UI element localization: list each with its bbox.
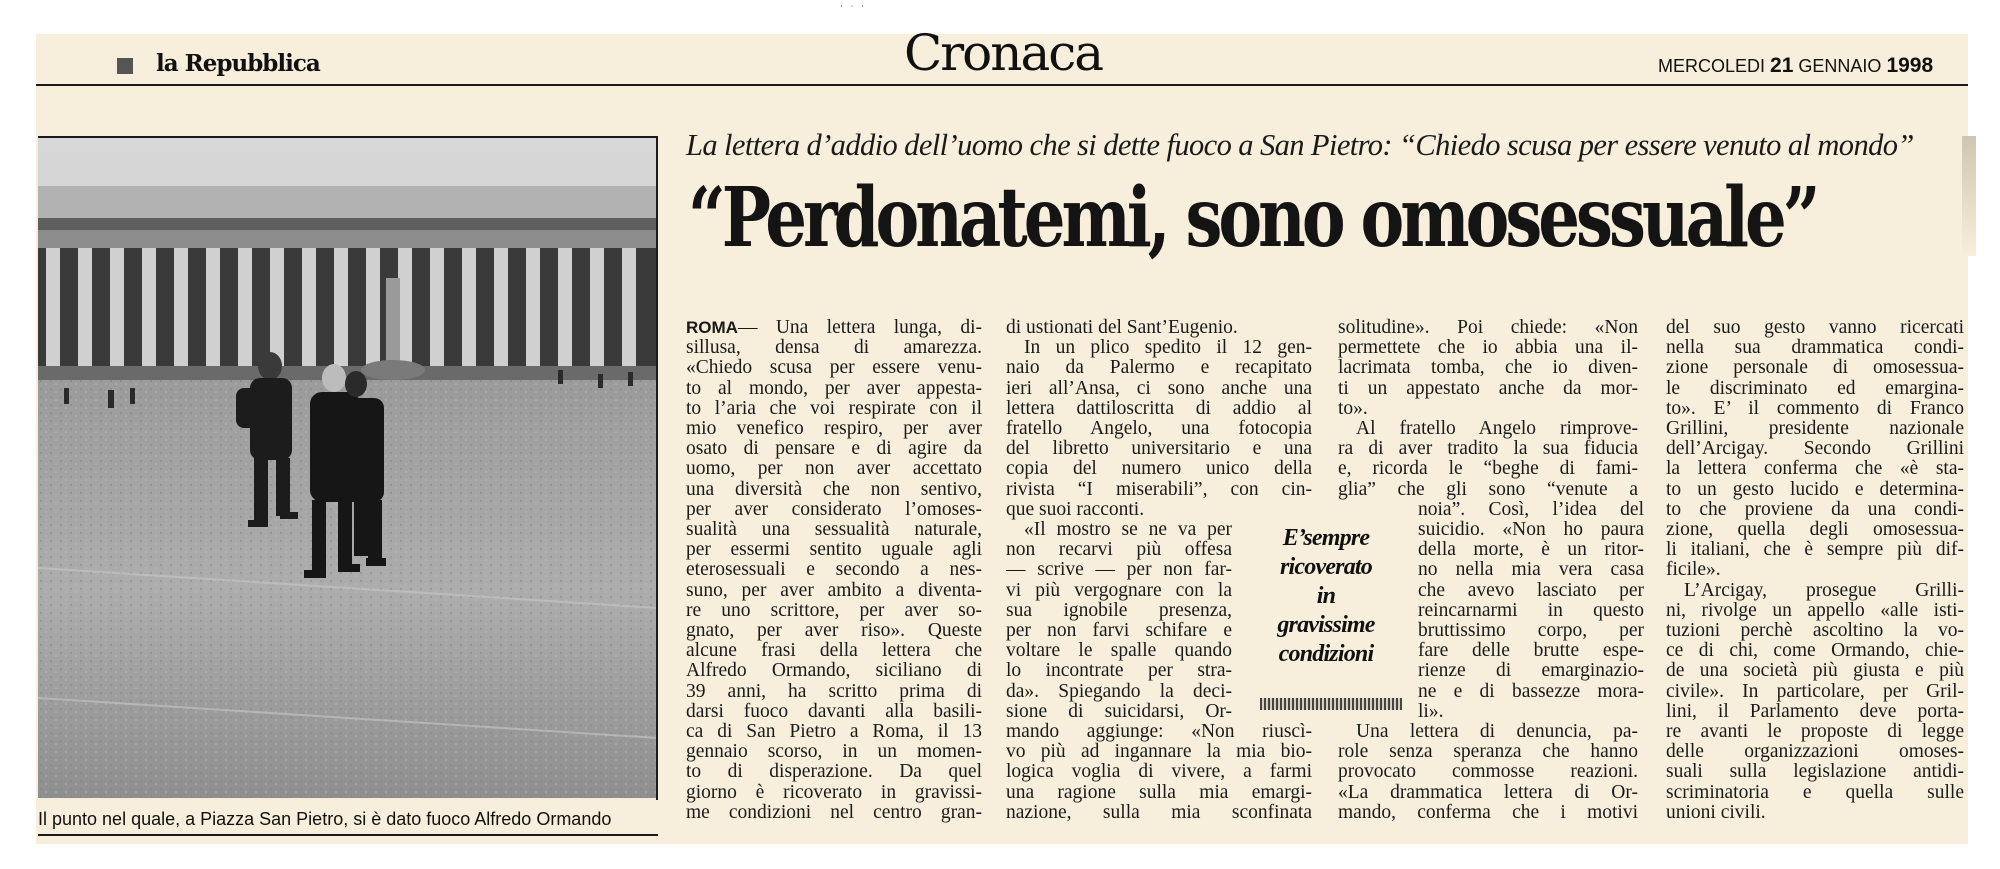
article-text-line <box>1006 682 1232 702</box>
article-text-line <box>1666 439 1964 459</box>
article-text-line <box>1666 540 1964 560</box>
article-text-segment: que suoi racconti. <box>1006 498 1145 520</box>
article-text-line <box>1666 379 1964 399</box>
article-text-line <box>1666 762 1964 782</box>
article-text-segment: da». Spiegando la deci- <box>1006 680 1232 702</box>
article-text-line <box>1006 439 1312 459</box>
article-text-segment: mando aggiunge: «Non riuscì- <box>1006 721 1312 743</box>
article-text-segment: Una lettera di denuncia, pa- <box>1356 721 1638 743</box>
issue-date <box>1658 54 1933 78</box>
article-text-line <box>1418 641 1644 661</box>
article-text-line <box>1006 641 1232 661</box>
date-month: GENNAIO <box>1798 56 1882 76</box>
article-text-line <box>1338 742 1638 762</box>
article-text-segment: logica voglia di vivere, a farmi <box>1006 761 1312 783</box>
article-text-segment: civile». In particolare, per Gril- <box>1666 680 1964 702</box>
newspaper-name: la Repubblica <box>156 50 320 77</box>
article-text-segment: Al fratello Angelo rimprove- <box>1356 418 1638 440</box>
article-text-segment: gennaio scorso, in un momen- <box>686 741 982 763</box>
article-text-line <box>1006 661 1232 681</box>
article-text-segment: giorno è ricoverato in gravissi- <box>686 781 982 803</box>
article-headline: “Perdonatemi, sono omosessuale” <box>688 170 1817 266</box>
article-text-line <box>1006 520 1232 540</box>
article-text-line <box>1338 358 1638 378</box>
article-text-segment: ni, rivolge un appello «alle isti- <box>1666 599 1964 621</box>
article-text-segment: zione, quella degli omosessua- <box>1666 519 1964 541</box>
article-text-segment: scriminatoria e quella sulle <box>1666 781 1964 803</box>
article-text-segment: «La drammatica lettera di Or- <box>1338 781 1638 803</box>
article-text-line <box>1006 742 1312 762</box>
article-text-line <box>1006 318 1312 338</box>
article-text-segment: no nella mia vera casa <box>1418 559 1644 581</box>
article-text-segment: provocato commosse reazioni. <box>1338 761 1638 783</box>
article-text-segment: che avevo lasciato per <box>1418 579 1644 601</box>
article-text-segment: del suo gesto vanno ricercati <box>1666 317 1964 338</box>
article-text-line <box>1418 682 1644 702</box>
article-text-segment: 39 anni, ha scritto prima di <box>686 680 982 702</box>
article-text-line <box>1418 581 1644 601</box>
article-text-segment: re avanti le proposte di legge <box>1666 721 1964 743</box>
article-text-line <box>1666 318 1964 338</box>
article-text-segment: bruttissimo corpo, per <box>1418 620 1644 642</box>
article-text-line <box>1666 661 1964 681</box>
article-text-segment: eterosessuali e secondo a nes- <box>686 559 982 581</box>
photo-piazza-san-pietro <box>38 138 658 798</box>
article-text-segment: la lettera conferma che «è sta- <box>1666 458 1964 480</box>
article-text-line <box>1666 480 1964 500</box>
article-text-segment: suno, per aver ambito a diventa- <box>686 579 982 601</box>
article-text-line <box>1418 661 1644 681</box>
article-text-segment: delle organizzazioni omoses- <box>1666 741 1964 763</box>
article-column-4 <box>1666 318 1964 823</box>
article-text-line <box>686 641 982 661</box>
article-text-segment: tuzioni perchè ascoltino la vo- <box>1666 620 1964 642</box>
article-text-segment: nella sua drammatica condi- <box>1666 337 1964 359</box>
article-text-segment: di ustionati del Sant’Eugenio. <box>1006 317 1238 338</box>
article-text-segment: lettera dattiloscritta di addio al <box>1006 397 1312 419</box>
article-text-line <box>1666 560 1964 580</box>
article-text-line <box>1666 419 1964 439</box>
article-text-segment: permettete che io abbia una il- <box>1338 337 1638 359</box>
article-text-line <box>1006 621 1232 641</box>
article-text-line <box>1338 379 1638 399</box>
article-text-segment: to al mondo, per aver appesta- <box>686 377 982 399</box>
article-text-segment: to di disperazione. Da quel <box>686 761 982 783</box>
article-text-segment: lini, il Parlamento deve porta- <box>1666 700 1964 722</box>
article-text-segment: della morte, è un ritor- <box>1418 539 1644 561</box>
article-text-line <box>1666 641 1964 661</box>
article-text-segment: noia”. Così, l’idea del <box>1418 498 1644 520</box>
article-text-line <box>686 742 982 762</box>
article-text-segment: «Il mostro se ne va per <box>1024 519 1232 541</box>
article-text-segment: per non farvi schifare e <box>1006 620 1232 642</box>
article-text-segment: vi più vergognare con la <box>1006 579 1232 601</box>
article-text-line <box>1006 762 1312 782</box>
article-text-line <box>1666 459 1964 479</box>
article-text-line <box>686 722 982 742</box>
article-text-segment: ne e di bassezze mora- <box>1418 680 1644 702</box>
pull-quote-bar <box>1260 698 1402 710</box>
article-text-line <box>1006 722 1312 742</box>
photo-caption: Il punto nel quale, a Piazza San Pietro, si è dato fuoco Alfredo Ormando <box>38 809 612 829</box>
article-text-line <box>1666 520 1964 540</box>
article-text-line <box>1666 682 1964 702</box>
article-text-line <box>1666 722 1964 742</box>
article-text-line <box>1338 419 1638 439</box>
pull-quote-line: in <box>1316 583 1336 609</box>
article-text-segment: naio da Palermo e recapitato <box>1006 357 1312 379</box>
article-text-segment: role senza speranza che hanno <box>1338 741 1638 763</box>
article-text-segment: voltare le spalle quando <box>1006 640 1232 662</box>
article-dateline: ROMA <box>686 318 738 337</box>
date-year: 1998 <box>1886 54 1934 77</box>
article-text-line <box>1338 399 1638 419</box>
article-text-line <box>1338 439 1638 459</box>
article-text-segment: me condizioni nel centro gran- <box>686 801 982 823</box>
article-text-line <box>686 803 982 823</box>
article-text-line <box>1006 399 1312 419</box>
article-text-line <box>1006 540 1232 560</box>
pull-quote-line: E’sempre <box>1282 525 1370 551</box>
article-text-line <box>686 661 982 681</box>
pull-quote-line: gravissime <box>1277 612 1375 638</box>
article-text-line <box>686 783 982 803</box>
article-text-segment: solitudine». Poi chiede: «Non <box>1338 317 1638 338</box>
article-text-line <box>1666 399 1964 419</box>
article-text-segment: Alfredo Ormando, siciliano di <box>686 660 982 682</box>
article-text-line <box>1006 480 1312 500</box>
article-text-line <box>1006 803 1312 823</box>
article-text-line <box>1338 338 1638 358</box>
article-text-segment: del libretto universitario e una <box>1006 438 1312 460</box>
article-text-line <box>1418 520 1644 540</box>
article-text-segment: — scrive — per non far- <box>1006 559 1232 581</box>
article-text-line <box>686 621 982 641</box>
article-text-line <box>686 762 982 782</box>
article-text-line <box>1666 803 1964 823</box>
article-text-segment: e, ricorda le “beghe di fami- <box>1338 458 1638 480</box>
article-text-segment: reincarnarmi in questo <box>1418 599 1644 621</box>
article-text-line <box>1006 459 1312 479</box>
article-text-segment: — Una lettera lunga, di- <box>737 317 982 338</box>
article-text-segment: lacrimata tomba, che io diven- <box>1338 357 1638 379</box>
article-text-segment: zione personale di omosessua- <box>1666 357 1964 379</box>
article-text-line <box>686 560 982 580</box>
article-text-line <box>686 520 982 540</box>
article-text-segment: re uno scrittore, per aver so- <box>686 599 982 621</box>
article-text-line <box>686 358 982 378</box>
bleed-through <box>1962 136 1976 256</box>
article-text-line <box>686 601 982 621</box>
article-text-segment: sione di suicidarsi, Or- <box>1006 700 1232 722</box>
article-text-segment: fare delle brutte espe- <box>1418 640 1644 662</box>
article-text-segment: ti un appestato anche da mor- <box>1338 377 1638 399</box>
article-text-segment: In un plico spedito il 12 gen- <box>1024 337 1312 359</box>
article-kicker: La lettera d’addio dell’uomo che si dette fuoco a San Pietro: “Chiedo scusa per essere venuto al mondo” <box>686 128 1914 162</box>
article-text-line <box>1006 358 1312 378</box>
article-text-segment: suicidio. «Non ho paura <box>1418 519 1644 541</box>
article-text-line <box>1338 459 1638 479</box>
article-text-segment: to che proviene da una condi- <box>1666 498 1964 520</box>
article-text-line <box>1418 540 1644 560</box>
article-text-segment: to». <box>1338 397 1368 419</box>
article-text-segment: ra di aver tradito la sua fiducia <box>1338 438 1638 460</box>
article-text-line <box>1338 318 1638 338</box>
article-text-line <box>1666 702 1964 722</box>
article-text-segment: dell’Arcigay. Secondo Grillini <box>1666 438 1964 460</box>
article-text-line <box>1418 621 1644 641</box>
article-text-segment: ca di San Pietro a Roma, il 13 <box>686 721 982 743</box>
article-text-segment: mando, conferma che i motivi <box>1338 801 1638 823</box>
article-text-segment: una diversità che non sentivo, <box>686 478 982 500</box>
pull-quote <box>1238 524 1414 669</box>
article-text-segment: osato di pensare e di agire da <box>686 438 982 460</box>
article-text-line <box>1418 500 1644 520</box>
article-text-line <box>1006 601 1232 621</box>
pull-quote-line: ricoverato <box>1280 554 1372 580</box>
article-text-line <box>686 500 982 520</box>
article-text-segment: mio venefico respiro, per aver <box>686 418 982 440</box>
section-title: Cronaca <box>904 24 1103 82</box>
article-text-line <box>686 399 982 419</box>
article-text-segment: li». <box>1418 700 1444 722</box>
scan-mark: · · · <box>840 2 867 11</box>
article-text-line <box>686 379 982 399</box>
article-text-line <box>1418 702 1644 722</box>
article-text-segment: li italiani, che è sempre più dif- <box>1666 539 1964 561</box>
article-text-segment: gnato, per aver riso». Queste <box>686 620 982 642</box>
article-text-line <box>686 318 982 338</box>
article-text-line <box>686 338 982 358</box>
article-text-line <box>1666 358 1964 378</box>
article-column-1 <box>686 318 982 823</box>
article-text-line <box>686 419 982 439</box>
article-text-line <box>1666 581 1964 601</box>
article-text-segment: le discriminato ed emargina- <box>1666 377 1964 399</box>
article-text-segment: fratello Angelo, una fotocopia <box>1006 418 1312 440</box>
article-text-segment: ieri all’Ansa, ci sono anche una <box>1006 377 1312 399</box>
article-text-line <box>1338 783 1638 803</box>
article-text-segment: non recarvi più offesa <box>1006 539 1232 561</box>
article-text-segment: per aver considerato l’omoses- <box>686 498 982 520</box>
article-text-segment: uomo, per non aver accettato <box>686 458 982 480</box>
article-text-segment: ce di chi, come Ormando, chie- <box>1666 640 1964 662</box>
article-text-line <box>1006 560 1232 580</box>
date-day: 21 <box>1770 54 1794 77</box>
article-text-line <box>1006 702 1232 722</box>
article-text-line <box>1418 601 1644 621</box>
article-text-segment: ficile». <box>1666 559 1721 581</box>
article-text-line <box>1666 500 1964 520</box>
article-text-segment: sua ignobile presenza, <box>1006 599 1232 621</box>
article-text-segment: to un gesto lucido e determina- <box>1666 478 1964 500</box>
article-text-segment: copia del numero unico della <box>1006 458 1312 480</box>
article-text-segment: una ragione sulla mia emargi- <box>1006 781 1312 803</box>
article-text-line <box>1666 338 1964 358</box>
article-text-segment: L’Arcigay, prosegue Grilli- <box>1684 579 1964 601</box>
article-text-line <box>686 439 982 459</box>
article-text-line <box>1006 338 1312 358</box>
article-text-line <box>1338 480 1638 500</box>
article-text-segment: «Chiedo scusa per essere venu- <box>686 357 982 379</box>
article-text-line <box>1666 742 1964 762</box>
article-text-line <box>686 540 982 560</box>
article-text-segment: rivista “I miserabili”, con cin- <box>1006 478 1312 500</box>
article-text-segment: suali sulla legislazione antidi- <box>1666 761 1964 783</box>
article-text-segment: sillusa, densa di amarezza. <box>686 337 982 359</box>
masthead-square-icon <box>117 58 133 74</box>
article-text-line <box>1006 581 1232 601</box>
article-text-segment: Grillini, presidente nazionale <box>1666 418 1964 440</box>
caption-rule <box>38 834 658 836</box>
article-text-segment: to l’aria che voi respirate con il <box>686 397 982 419</box>
article-text-segment: glia” che gli sono “venute a <box>1338 478 1638 500</box>
article-text-segment: per essermi sentito uguale agli <box>686 539 982 561</box>
article-text-line <box>1666 783 1964 803</box>
article-text-line <box>686 581 982 601</box>
article-text-line <box>1338 803 1638 823</box>
article-text-line <box>686 702 982 722</box>
article-text-segment: to». E’ il commento di Franco <box>1666 397 1964 419</box>
article-text-segment: nazione, sulla mia sconfinata <box>1006 801 1312 823</box>
article-text-line <box>1338 722 1638 742</box>
pull-quote-line: condizioni <box>1278 641 1374 667</box>
article-text-line <box>686 459 982 479</box>
article-text-line <box>1006 500 1312 520</box>
article-text-segment: unioni civili. <box>1666 801 1766 823</box>
article-text-segment: sualità una sessualità naturale, <box>686 519 982 541</box>
date-day-name: MERCOLEDI <box>1658 56 1766 76</box>
article-text-segment: alcune frasi della lettera che <box>686 640 982 662</box>
article-text-line <box>1006 379 1312 399</box>
article-text-segment: de una società più giusta e più <box>1666 660 1964 682</box>
article-text-segment: vo più ad ingannare la mia bio- <box>1006 741 1312 763</box>
article-text-line <box>1418 560 1644 580</box>
masthead-rule <box>36 84 1968 86</box>
photo-right-rule <box>656 136 658 800</box>
article-text-segment: lo incontrate per stra- <box>1006 660 1232 682</box>
article-text-line <box>1666 601 1964 621</box>
article-text-segment: darsi fuoco davanti alla basili- <box>686 700 982 722</box>
article-text-line <box>1666 621 1964 641</box>
article-text-line <box>1338 762 1638 782</box>
article-text-segment: rienze di emarginazio- <box>1418 660 1644 682</box>
article-text-line <box>1006 419 1312 439</box>
article-text-line <box>686 480 982 500</box>
article-text-line <box>686 682 982 702</box>
article-text-line <box>1006 783 1312 803</box>
